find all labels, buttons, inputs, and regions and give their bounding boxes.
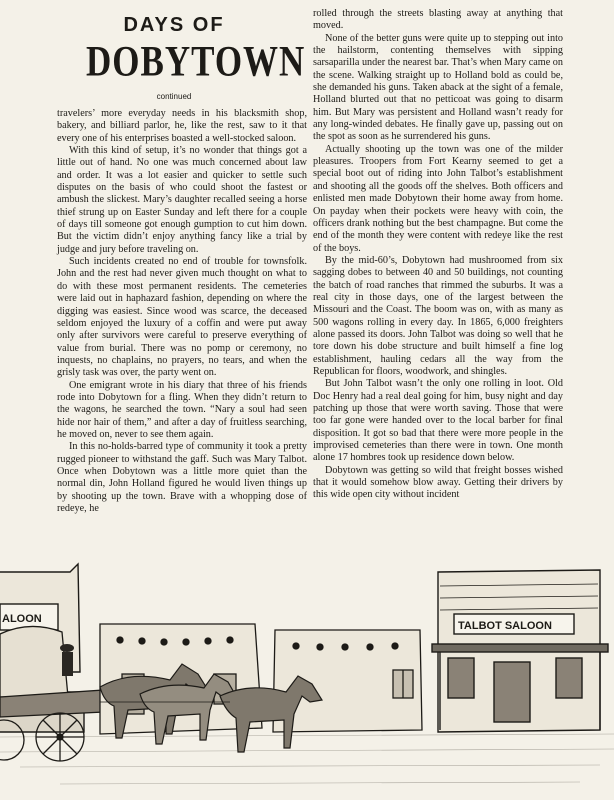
paragraph: Actually shooting up the town was one of the milder pleasures. Troopers from Fort Kearny seemed to get a special boot out of riding into John Talbot’s establishment and shooting all the goods off the shelves. Both officers and enlisted men made Dobytown their home away from home. On payday when their pockets were heavy with coin, the officers drank nothing but the best champagne. But come the end of the month they were content with redeye like the rest of the boys. [313, 143, 563, 254]
paragraph: In this no-holds-barred type of community it took a pretty rugged pioneer to withstand the gaff. Such was Mary Talbot. Once when Dobytown was a little more quiet than the normal din, John Holland figured he would liven things up by shooting up the town. Brave with a whopping dose of redeye, he [57, 441, 307, 514]
paragraph: rolled through the streets blasting away at anything that moved. [313, 8, 563, 32]
title-main: DOBYTOWN [86, 36, 306, 86]
paragraph: By the mid-60’s, Dobytown had mushroomed from six sagging dobes to between 40 and 50 buildings, not counting the batch of road ranches that rimmed the suburbs. It was a real city in those days, one of the largest between the Missouri and the Coast. The boom was on, with as many as 500 wagons rolling in every day. In 1865, 6,000 freighters alone passed its doors. John Talbot was doing so well that he tore down his dobe structure and built himself a fine log establishment, hauling cedars all the way from the Republican for floors, woodwork, and shingles. [313, 254, 563, 377]
talbot-saloon-building [432, 570, 608, 732]
paragraph: travelers’ more everyday needs in his blacksmith shop, bakery, and billiard parlor, he, like the rest, saw to it that every one of his enterprises boasted a well-stocked saloon. [57, 108, 307, 144]
left-saloon-sign: ALOON [2, 613, 42, 625]
paragraph: One emigrant wrote in his diary that three of his friends rode into Dobytown for a fling. When they didn’t return to the wagons, he searched the town. “Nary a soul had seen hide nor hair of them,” and after a day of fruitless searching, he moved on, never to see them again. [57, 379, 307, 440]
left-column [57, 108, 307, 515]
paragraph: Such incidents created no end of trouble for townsfolk. John and the rest had never given much thought on what to do with these most permanent residents. The cemeteries were laid out in haphazard fashion, depending on where the digging was easiest. Since wood was scarce, the deceased seldom enjoyed the luxury of a coffin and were put away only after survivors were careful to preserve everything of value from burial. There was no pomp or ceremony, no inquests, no chaplains, no prayers, no tears, and when the grisly task was over, the party went on. [57, 256, 307, 379]
paragraph: But John Talbot wasn’t the only one rolling in loot. Old Doc Henry had a real deal going for him, busy night and day patching up those that were worth saving. Those that were too far gone were handed over to the local barber for final disposition. It got so bad that there were more people in the improvised cemeteries than there were in town. One month alone 17 hombres took up residence down below. [313, 378, 563, 464]
title-top: DAYS OF [123, 14, 225, 36]
paragraph: None of the better guns were quite up to stepping out into the hailstorm, contenting themselves with sipping sarsaparilla under the nearest bar. That’s when Mary came on the scene. Walking straight up to Holland bold as could be, she demanded his guns. Taken aback at the sight of a female, Holland blurted out that no petticoat was going to disarm him. But Mary was persistent and Holland wasn’t ready for any long-winded debates. He finally gave up, passing out on the spot as soon as he surrendered his guns. [313, 32, 563, 143]
dobytown-street-illustration [0, 562, 614, 800]
wagon-driver [60, 644, 74, 676]
right-column [313, 8, 563, 502]
talbot-saloon-sign: TALBOT SALOON [458, 620, 552, 632]
article-heading [86, 14, 306, 101]
continued-label: continued [156, 92, 192, 101]
paragraph: Dobytown was getting so wild that freight bosses wished that it would somehow blow away. Getting their drivers by this wide open city without incident [313, 464, 563, 501]
paragraph: With this kind of setup, it’s no wonder that things got a little out of hand. No one was much concerned about law and order. It was a lot easier and quicker to settle such disputes on the basis of who could shoot the fastest or ambush the slickest. Mary’s daughter recalled seeing a horse thief strung up on Easter Sunday and left there for a couple of days till someone got enough gumption to cut him down. But the victim didn’t enjoy anything fancy like a trial by judge and jury before traveling on. [57, 145, 307, 255]
